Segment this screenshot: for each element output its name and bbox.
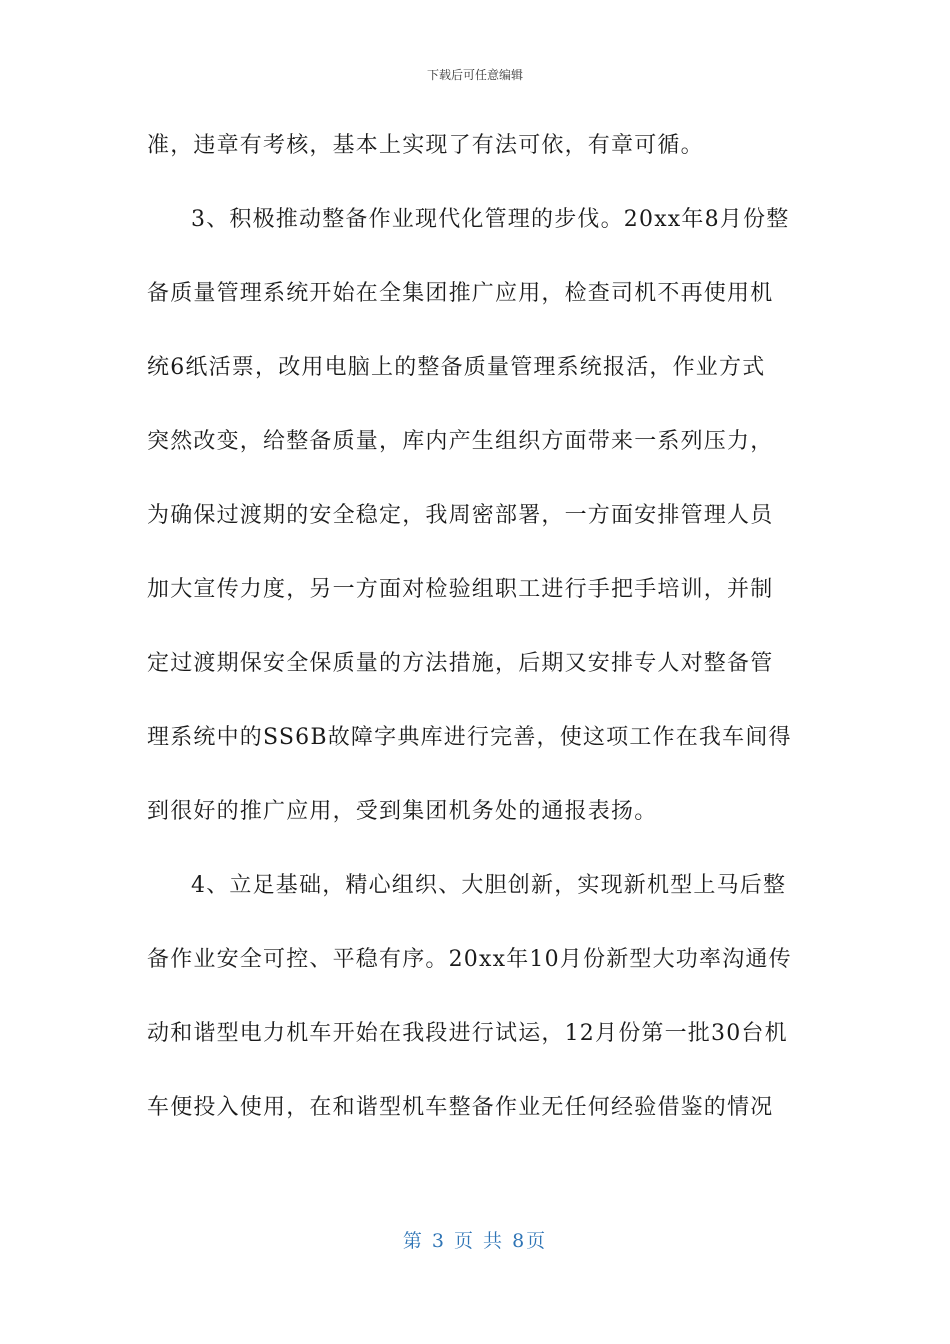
header-note: 下载后可任意编辑 [426,68,523,82]
text-line: 加大宣传力度，另一方面对检验组职工进行手把手培训，并制 [147,577,774,602]
page-number-footer: 第 3 页 共 8页 [402,1230,548,1252]
text-line: 动和谐型电力机车开始在我段进行试运，12月份第一批30台机 [147,1021,788,1046]
text-line-paragraph-start: 3、积极推动整备作业现代化管理的步伐。20xx年8月份整 [191,207,790,232]
text-line: 准，违章有考核，基本上实现了有法可依，有章可循。 [147,133,704,158]
text-line: 备作业安全可控、平稳有序。20xx年10月份新型大功率沟通传 [147,947,792,972]
text-line: 定过渡期保安全保质量的方法措施，后期又安排专人对整备管 [147,651,774,676]
text-line: 车便投入使用，在和谐型机车整备作业无任何经验借鉴的情况 [147,1095,774,1120]
document-body [147,117,807,1153]
text-line: 为确保过渡期的安全稳定，我周密部署，一方面安排管理人员 [147,503,774,528]
text-line: 到很好的推广应用，受到集团机务处的通报表扬。 [147,799,658,824]
text-line-paragraph-start: 4、立足基础，精心组织、大胆创新，实现新机型上马后整 [191,873,787,898]
text-line: 理系统中的SS6B故障字典库进行完善，使这项工作在我车间得 [147,725,792,750]
text-line: 备质量管理系统开始在全集团推广应用，检查司机不再使用机 [147,281,774,306]
text-line: 突然改变，给整备质量，库内产生组织方面带来一系列压力， [147,429,774,454]
text-line: 统6纸活票，改用电脑上的整备质量管理系统报活，作业方式 [147,355,766,380]
